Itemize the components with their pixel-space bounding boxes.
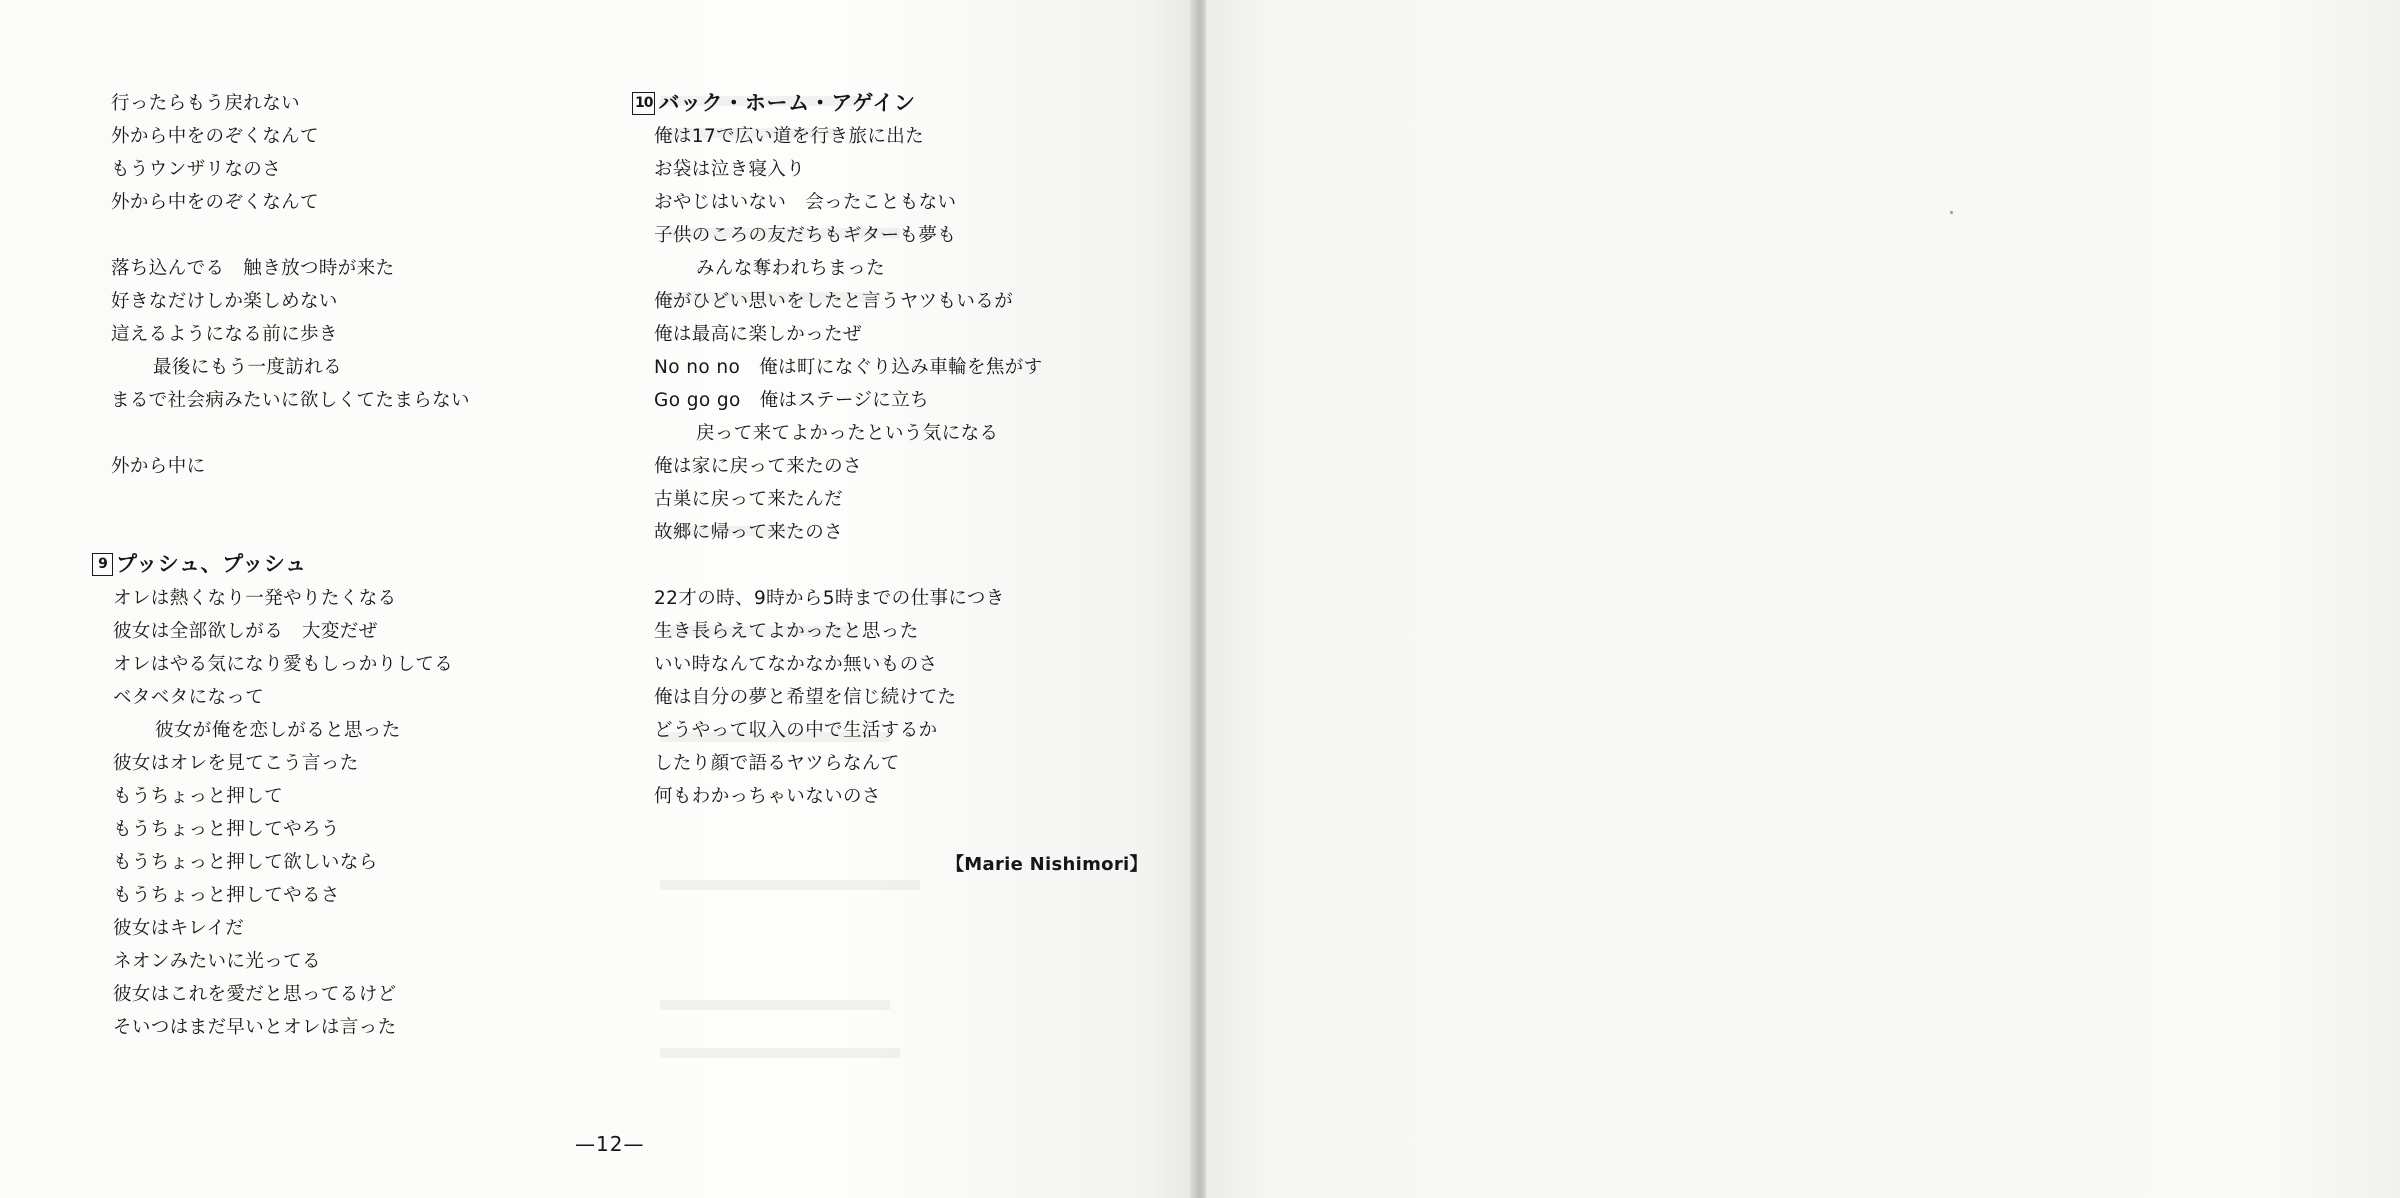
- lyric-line: No no no 俺は町になぐり込み車輪を焦がす: [654, 357, 1043, 378]
- lyric-line: 俺は17で広い道を行き旅に出た: [654, 126, 925, 147]
- track-number-badge: 10: [632, 92, 655, 115]
- lyric-line: オレは熱くなり一発やりたくなる: [113, 588, 397, 609]
- lyric-line: 22才の時、9時から5時までの仕事につき: [654, 588, 1005, 609]
- lyric-line: 何もわかっちゃいないのさ: [654, 786, 881, 807]
- lyric-line: 生き長らえてよかったと思った: [654, 621, 919, 642]
- lyric-line: 故郷に帰って来たのさ: [654, 522, 844, 543]
- lyric-line: 俺は自分の夢と希望を信じ続けてた: [654, 687, 957, 708]
- lyric-line: したり顔で語るヤツらなんて: [654, 753, 900, 774]
- lyric-line: 外から中に: [111, 456, 206, 477]
- song-title: バック・ホーム・アゲイン: [658, 91, 916, 115]
- lyric-line: 這えるようになる前に歩き: [111, 324, 338, 345]
- blank-page-right: [1206, 0, 2400, 1198]
- lyric-line: いい時なんてなかなか無いものさ: [654, 654, 938, 675]
- lyric-line: どうやって収入の中で生活するか: [654, 720, 938, 741]
- lyrics-column-left: [0, 0, 620, 1198]
- lyric-line: もうちょっと押して: [113, 786, 284, 807]
- lyric-line: オレはやる気になり愛もしっかりしてる: [113, 654, 454, 675]
- lyric-line: 彼女はオレを見てこう言った: [113, 753, 359, 774]
- lyric-line: 彼女が俺を恋しがると思った: [155, 720, 401, 741]
- lyric-line: 好きなだけしか楽しめない: [111, 291, 338, 312]
- track-number-badge: 9: [92, 553, 113, 576]
- lyric-line: 彼女はこれを愛だと思ってるけど: [113, 984, 397, 1005]
- lyric-line: 俺は最高に楽しかったぜ: [654, 324, 862, 345]
- lyric-line: お袋は泣き寝入り: [654, 159, 806, 180]
- lyric-line: 古巣に戻って来たんだ: [654, 489, 844, 510]
- lyric-line: Go go go 俺はステージに立ち: [654, 390, 929, 411]
- translator-credit: 【Marie Nishimori】: [946, 854, 1148, 875]
- song-title: プッシュ、プッシュ: [116, 552, 307, 576]
- lyric-line: 子供のころの友だちもギターも夢も: [654, 225, 957, 246]
- song-heading-9: [92, 550, 307, 578]
- song-heading-10: [632, 89, 916, 117]
- lyric-line: 戻って来てよかったという気になる: [696, 423, 999, 444]
- paper-speck: [1950, 211, 1953, 214]
- lyric-line: 彼女は全部欲しがる 大変だぜ: [113, 621, 378, 642]
- lyric-line: 彼女はキレイだ: [113, 918, 245, 939]
- lyric-line: みんな奪われちまった: [696, 258, 886, 279]
- lyric-line: ベタベタになって: [113, 687, 265, 708]
- lyrics-page-left: [0, 0, 1196, 1198]
- lyric-line: もうウンザリなのさ: [111, 159, 282, 180]
- lyric-line: 俺がひどい思いをしたと言うヤツもいるが: [654, 291, 1014, 312]
- lyrics-column-right: [600, 0, 1160, 1198]
- lyric-line: 外から中をのぞくなんて: [111, 192, 319, 213]
- lyric-line: そいつはまだ早いとオレは言った: [113, 1017, 397, 1038]
- lyric-line: 落ち込んでる 触き放つ時が来た: [111, 258, 395, 279]
- lyric-line: 最後にもう一度訪れる: [153, 357, 343, 378]
- lyric-line: もうちょっと押してやろう: [113, 819, 340, 840]
- lyric-line: 行ったらもう戻れない: [111, 93, 301, 114]
- lyric-line: おやじはいない 会ったこともない: [654, 192, 957, 213]
- lyric-line: もうちょっと押して欲しいなら: [113, 852, 378, 873]
- lyric-line: 俺は家に戻って来たのさ: [654, 456, 862, 477]
- page-number: —12—: [575, 1132, 645, 1156]
- lyric-line: ネオンみたいに光ってる: [113, 951, 321, 972]
- lyric-line: 外から中をのぞくなんて: [111, 126, 319, 147]
- lyric-line: まるで社会病みたいに欲しくてたまらない: [111, 390, 470, 411]
- lyric-line: もうちょっと押してやるさ: [113, 885, 340, 906]
